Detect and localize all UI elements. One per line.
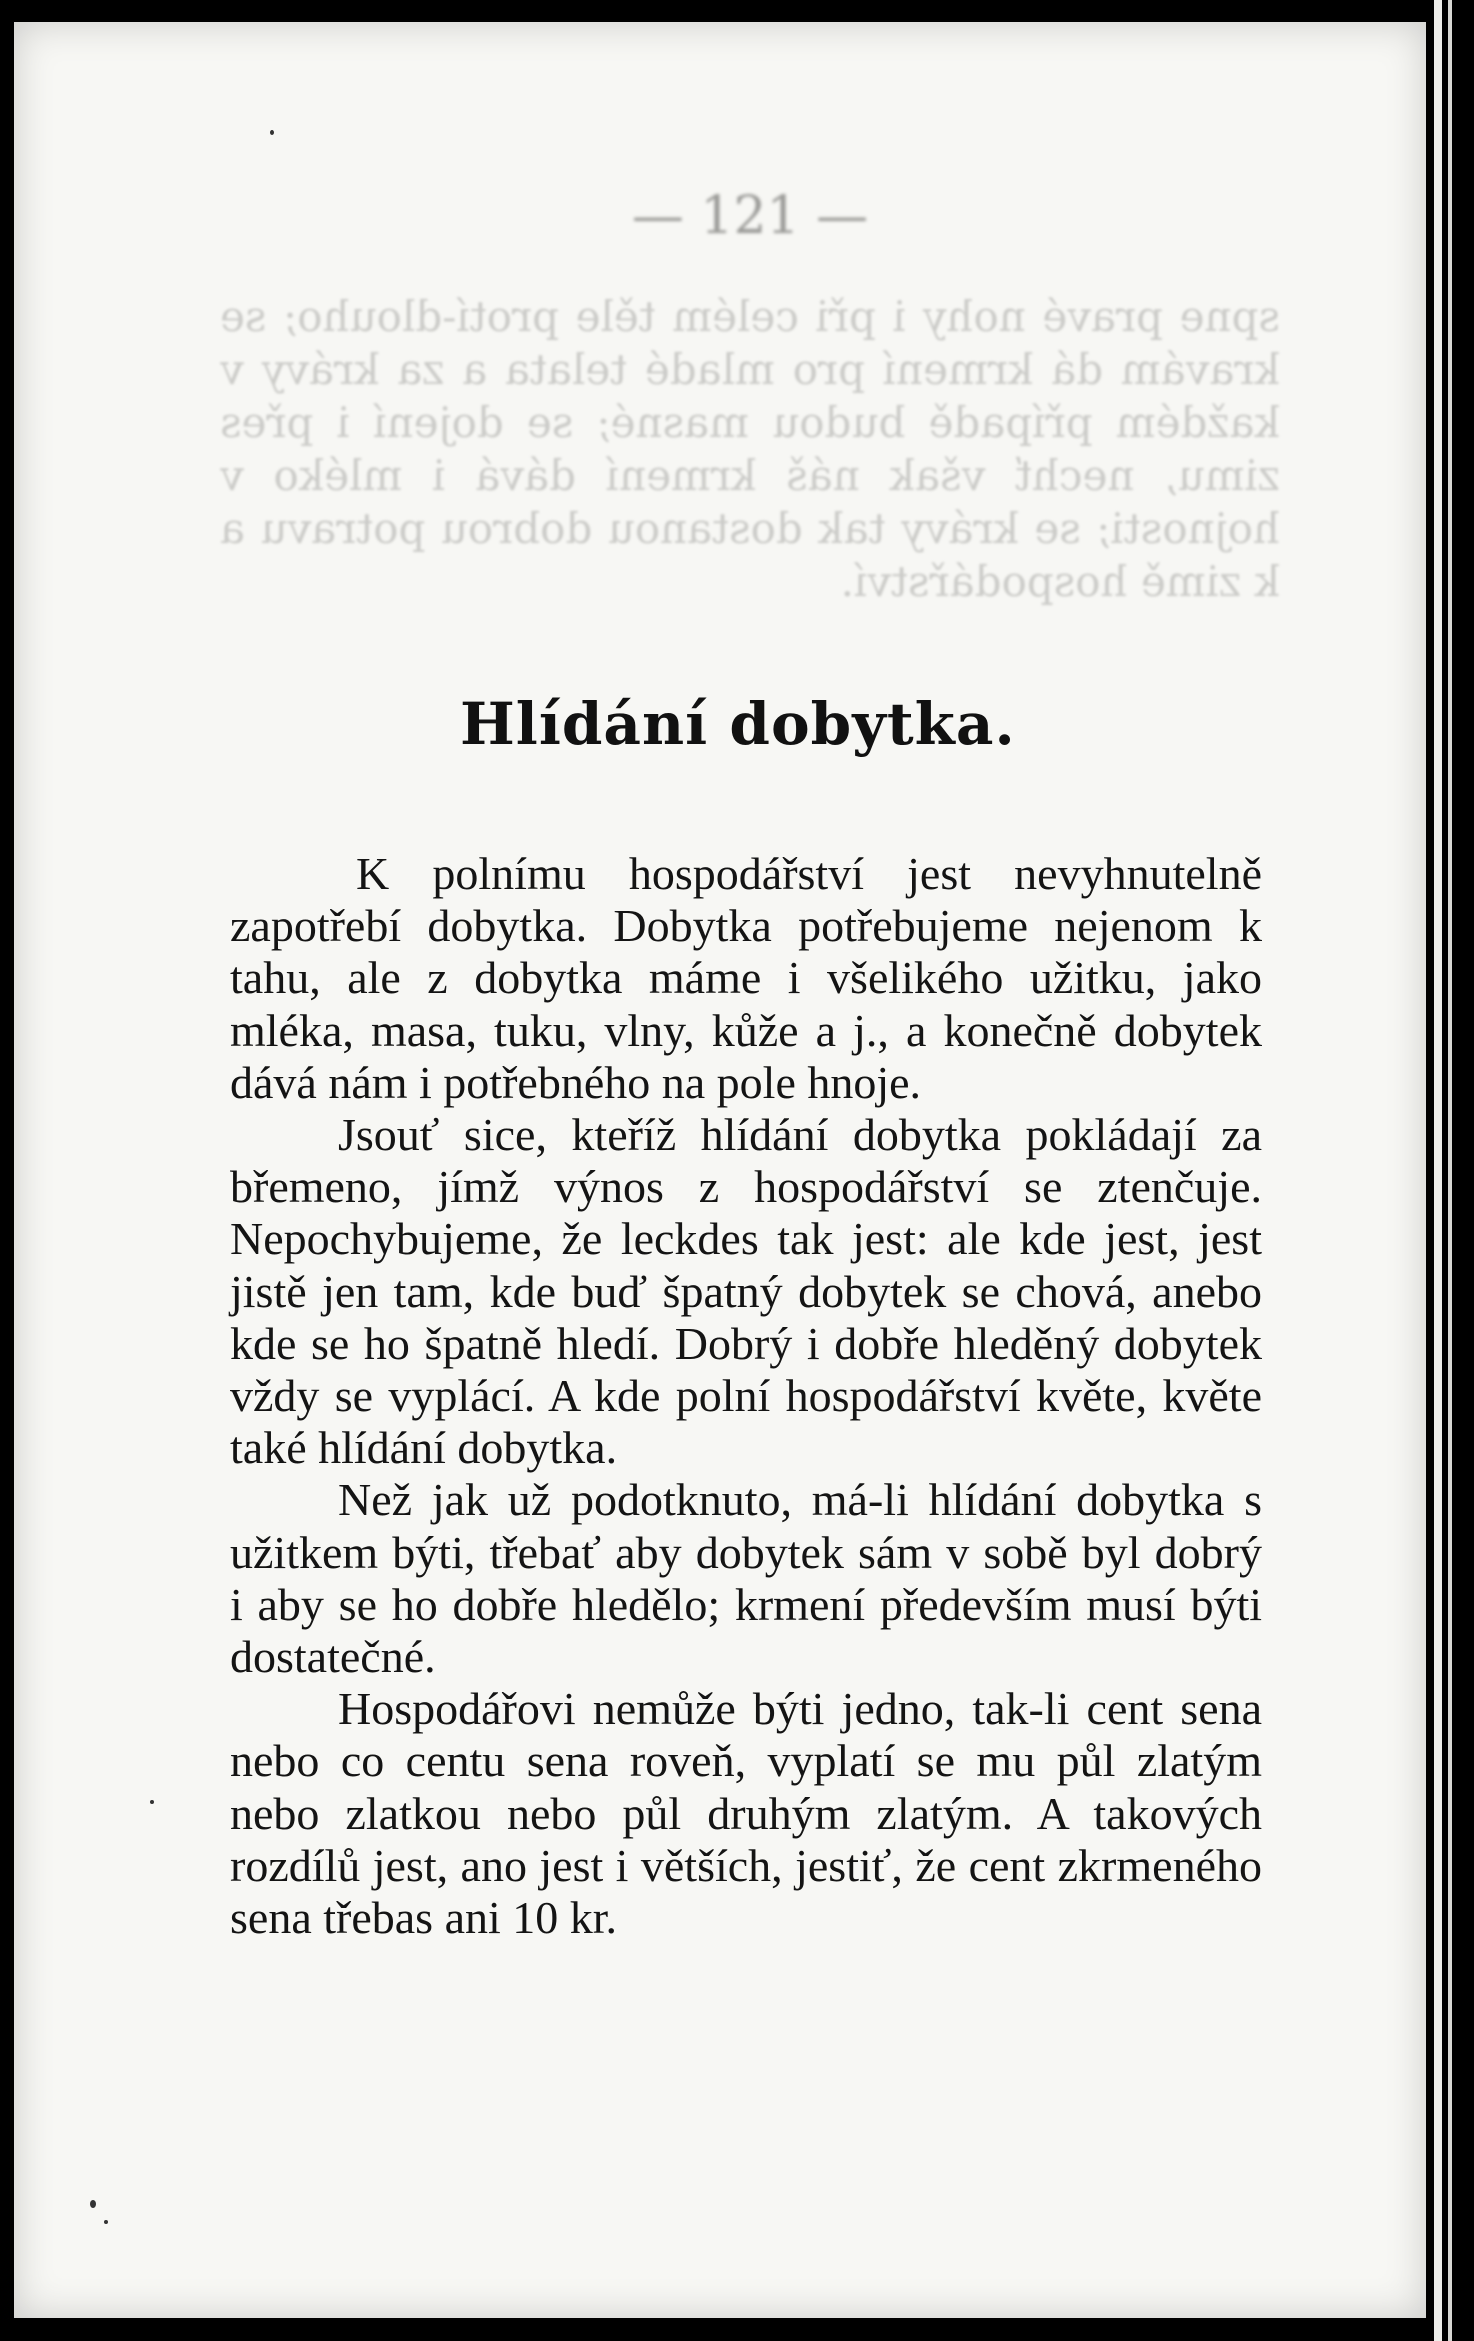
- paragraph: Jsouť sice, kteříž hlídání dobytka pokládají za břemeno, jímž výnos z hospodářství se ztenčuje. Nepochybujeme, že leckdes tak jest: ale kde jest, jest jistě jen tam, kde buď špatný dobytek se chová, anebo kde se ho špatně hledí. Dobrý i dobře hleděný dobytek vždy se vyplácí. A kde polní hospodářství květe, květe také hlídání dobytka.: [230, 1109, 1262, 1474]
- page-edge-shadow: [1448, 0, 1452, 2341]
- paper-speck: [150, 1800, 154, 1804]
- page-number: — 121 —: [631, 186, 869, 246]
- paragraph: Hospodářovi nemůže býti jedno, tak-li cent sena nebo co centu sena roveň, vyplatí se mu půl zlatým nebo zlatkou nebo půl druhým zlatým. A takových rozdílů jest, ano jest i větších, jestiť, že cent zkrmeného sena třebas ani 10 kr.: [230, 1683, 1262, 1944]
- bleed-through-text: spne pravé nohy i při celém těle protí-dlouho; se kravám dá krmení pro mladé telata a za krávy v každém případě budou masné; se dojení i přes zimu, nechť však náš krmení dává i mléko v hojnosti; se krávy tak dostanou dobrou potravu a k zimě hospodářství.: [220, 292, 1280, 606]
- paragraph: K polnímu hospodářství jest nevyhnutelně zapotřebí dobytka. Dobytka potřebujeme nejenom k tahu, ale z dobytka máme i všelikého užitku, jako mléka, masa, tuku, vlny, kůže a j., a konečně dobytek dává nám i potřebného na pole hnoje.: [230, 848, 1262, 1108]
- paper-speck: [270, 130, 274, 135]
- paper-speck: [104, 2220, 108, 2224]
- page-edge: [1434, 0, 1442, 2341]
- paper-speck: [90, 2200, 96, 2208]
- body-text: [230, 848, 1262, 1944]
- section-heading: Hlídání dobytka.: [460, 690, 1016, 758]
- paragraph: Než jak už podotknuto, má-li hlídání dobytka s užitkem býti, třebať aby dobytek sám v sobě byl dobrý i aby se ho dobře hledělo; krmení především musí býti dostatečné.: [230, 1474, 1262, 1683]
